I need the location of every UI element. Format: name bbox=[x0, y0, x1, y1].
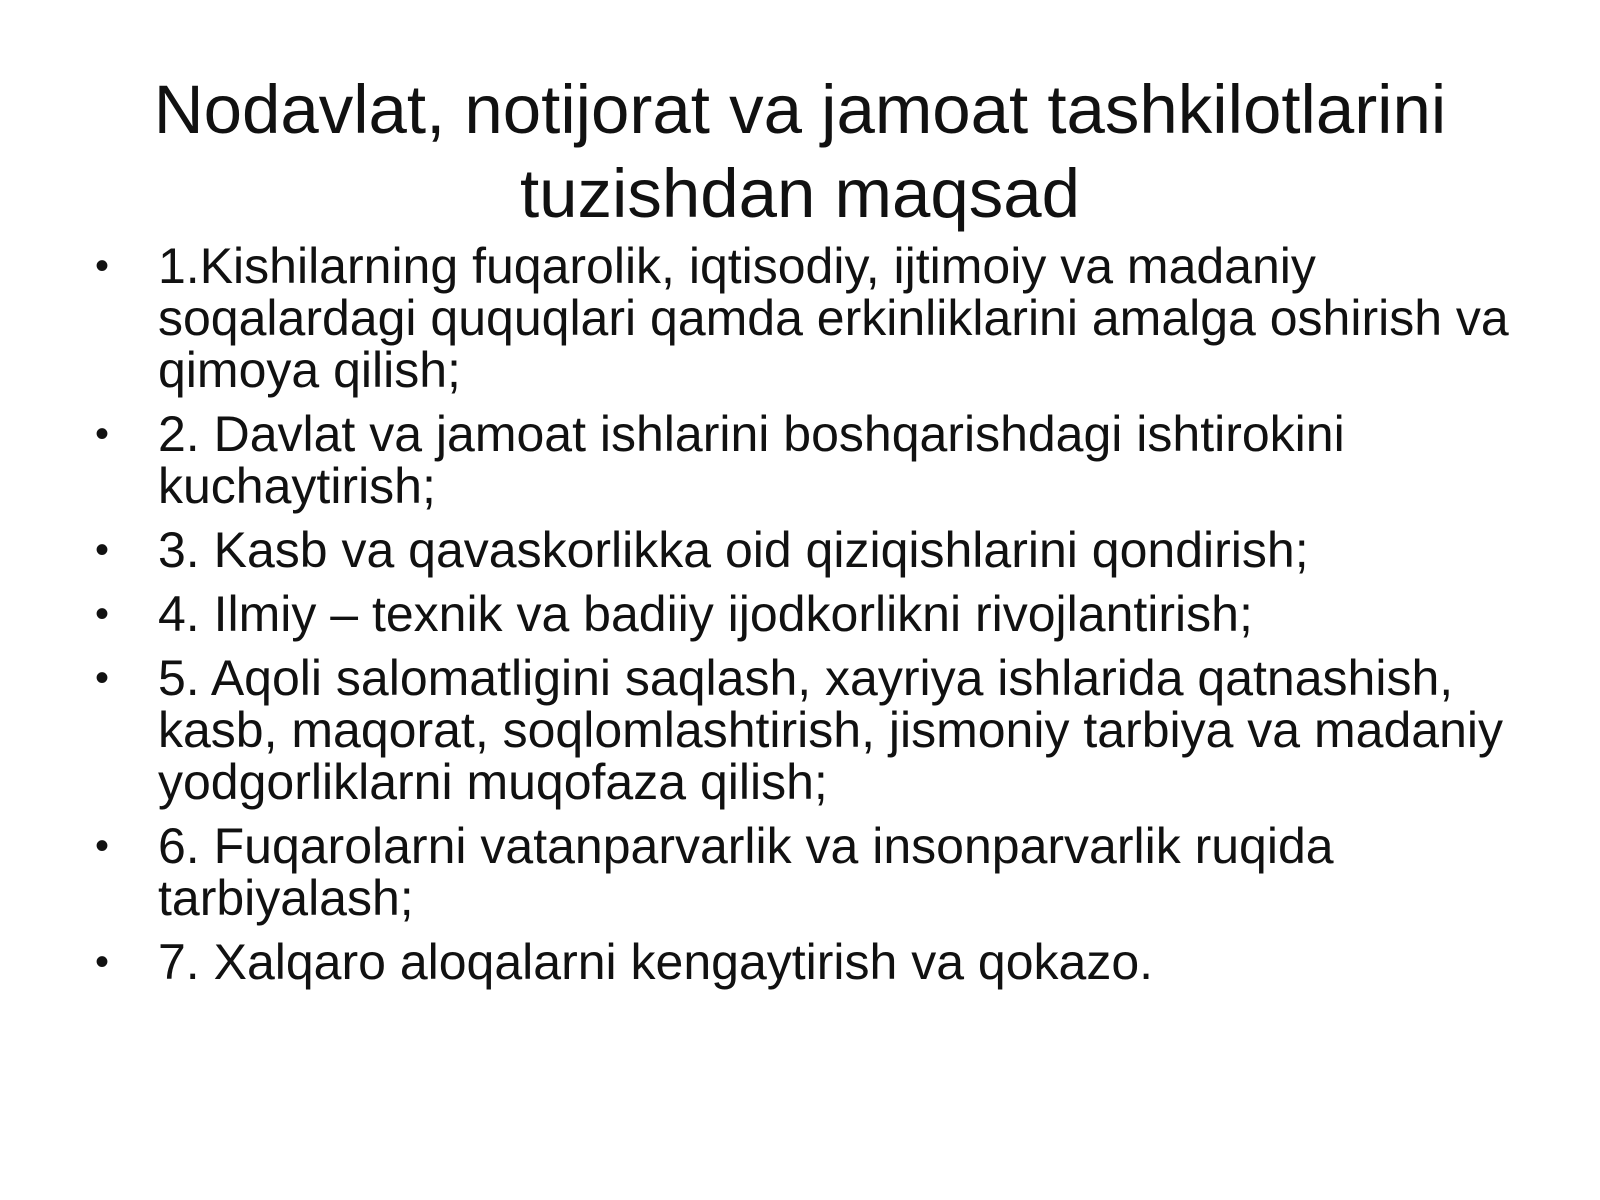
bullet-icon: • bbox=[95, 412, 110, 456]
list-item-text: 5. Aqoli salomatligini saqlash, xayriya ishlarida qatnashish, kasb, maqorat, soqlomlashtirish, jismoniy tarbiya va madaniy yodgorliklarni muqofaza qilish; bbox=[158, 650, 1503, 810]
list-item bbox=[95, 240, 1545, 396]
bullet-icon: • bbox=[95, 244, 110, 288]
bullet-icon: • bbox=[95, 528, 110, 572]
list-item-text: 4. Ilmiy – texnik va badiiy ijodkorlikni rivojlantirish; bbox=[158, 586, 1253, 642]
list-item-text: 7. Xalqaro aloqalarni kengaytirish va qokazo. bbox=[158, 934, 1154, 990]
list-item-text: 2. Davlat va jamoat ishlarini boshqarishdagi ishtirokini kuchaytirish; bbox=[158, 406, 1345, 514]
list-item bbox=[95, 652, 1545, 808]
slide-title: Nodavlat, notijorat va jamoat tashkilotlarini tuzishdan maqsad bbox=[153, 71, 1447, 232]
list-item bbox=[95, 588, 1545, 640]
bullet-icon: • bbox=[95, 940, 110, 984]
list-item-text: 1.Kishilarning fuqarolik, iqtisodiy, ijtimoiy va madaniy soqalardagi ququqlari qamda erkinliklarini amalga oshirish va qimoya qilish; bbox=[158, 238, 1509, 398]
list-item bbox=[95, 820, 1545, 924]
list-item bbox=[95, 408, 1545, 512]
list-item-text: 3. Kasb va qavaskorlikka oid qiziqishlarini qondirish; bbox=[158, 522, 1309, 578]
list-item bbox=[95, 524, 1545, 576]
bullet-icon: • bbox=[95, 824, 110, 868]
bullet-icon: • bbox=[95, 656, 110, 700]
bullet-icon: • bbox=[95, 592, 110, 636]
bullet-list bbox=[95, 240, 1545, 1000]
list-item bbox=[95, 936, 1545, 988]
list-item-text: 6. Fuqarolarni vatanparvarlik va insonparvarlik ruqida tarbiyalash; bbox=[158, 818, 1334, 926]
